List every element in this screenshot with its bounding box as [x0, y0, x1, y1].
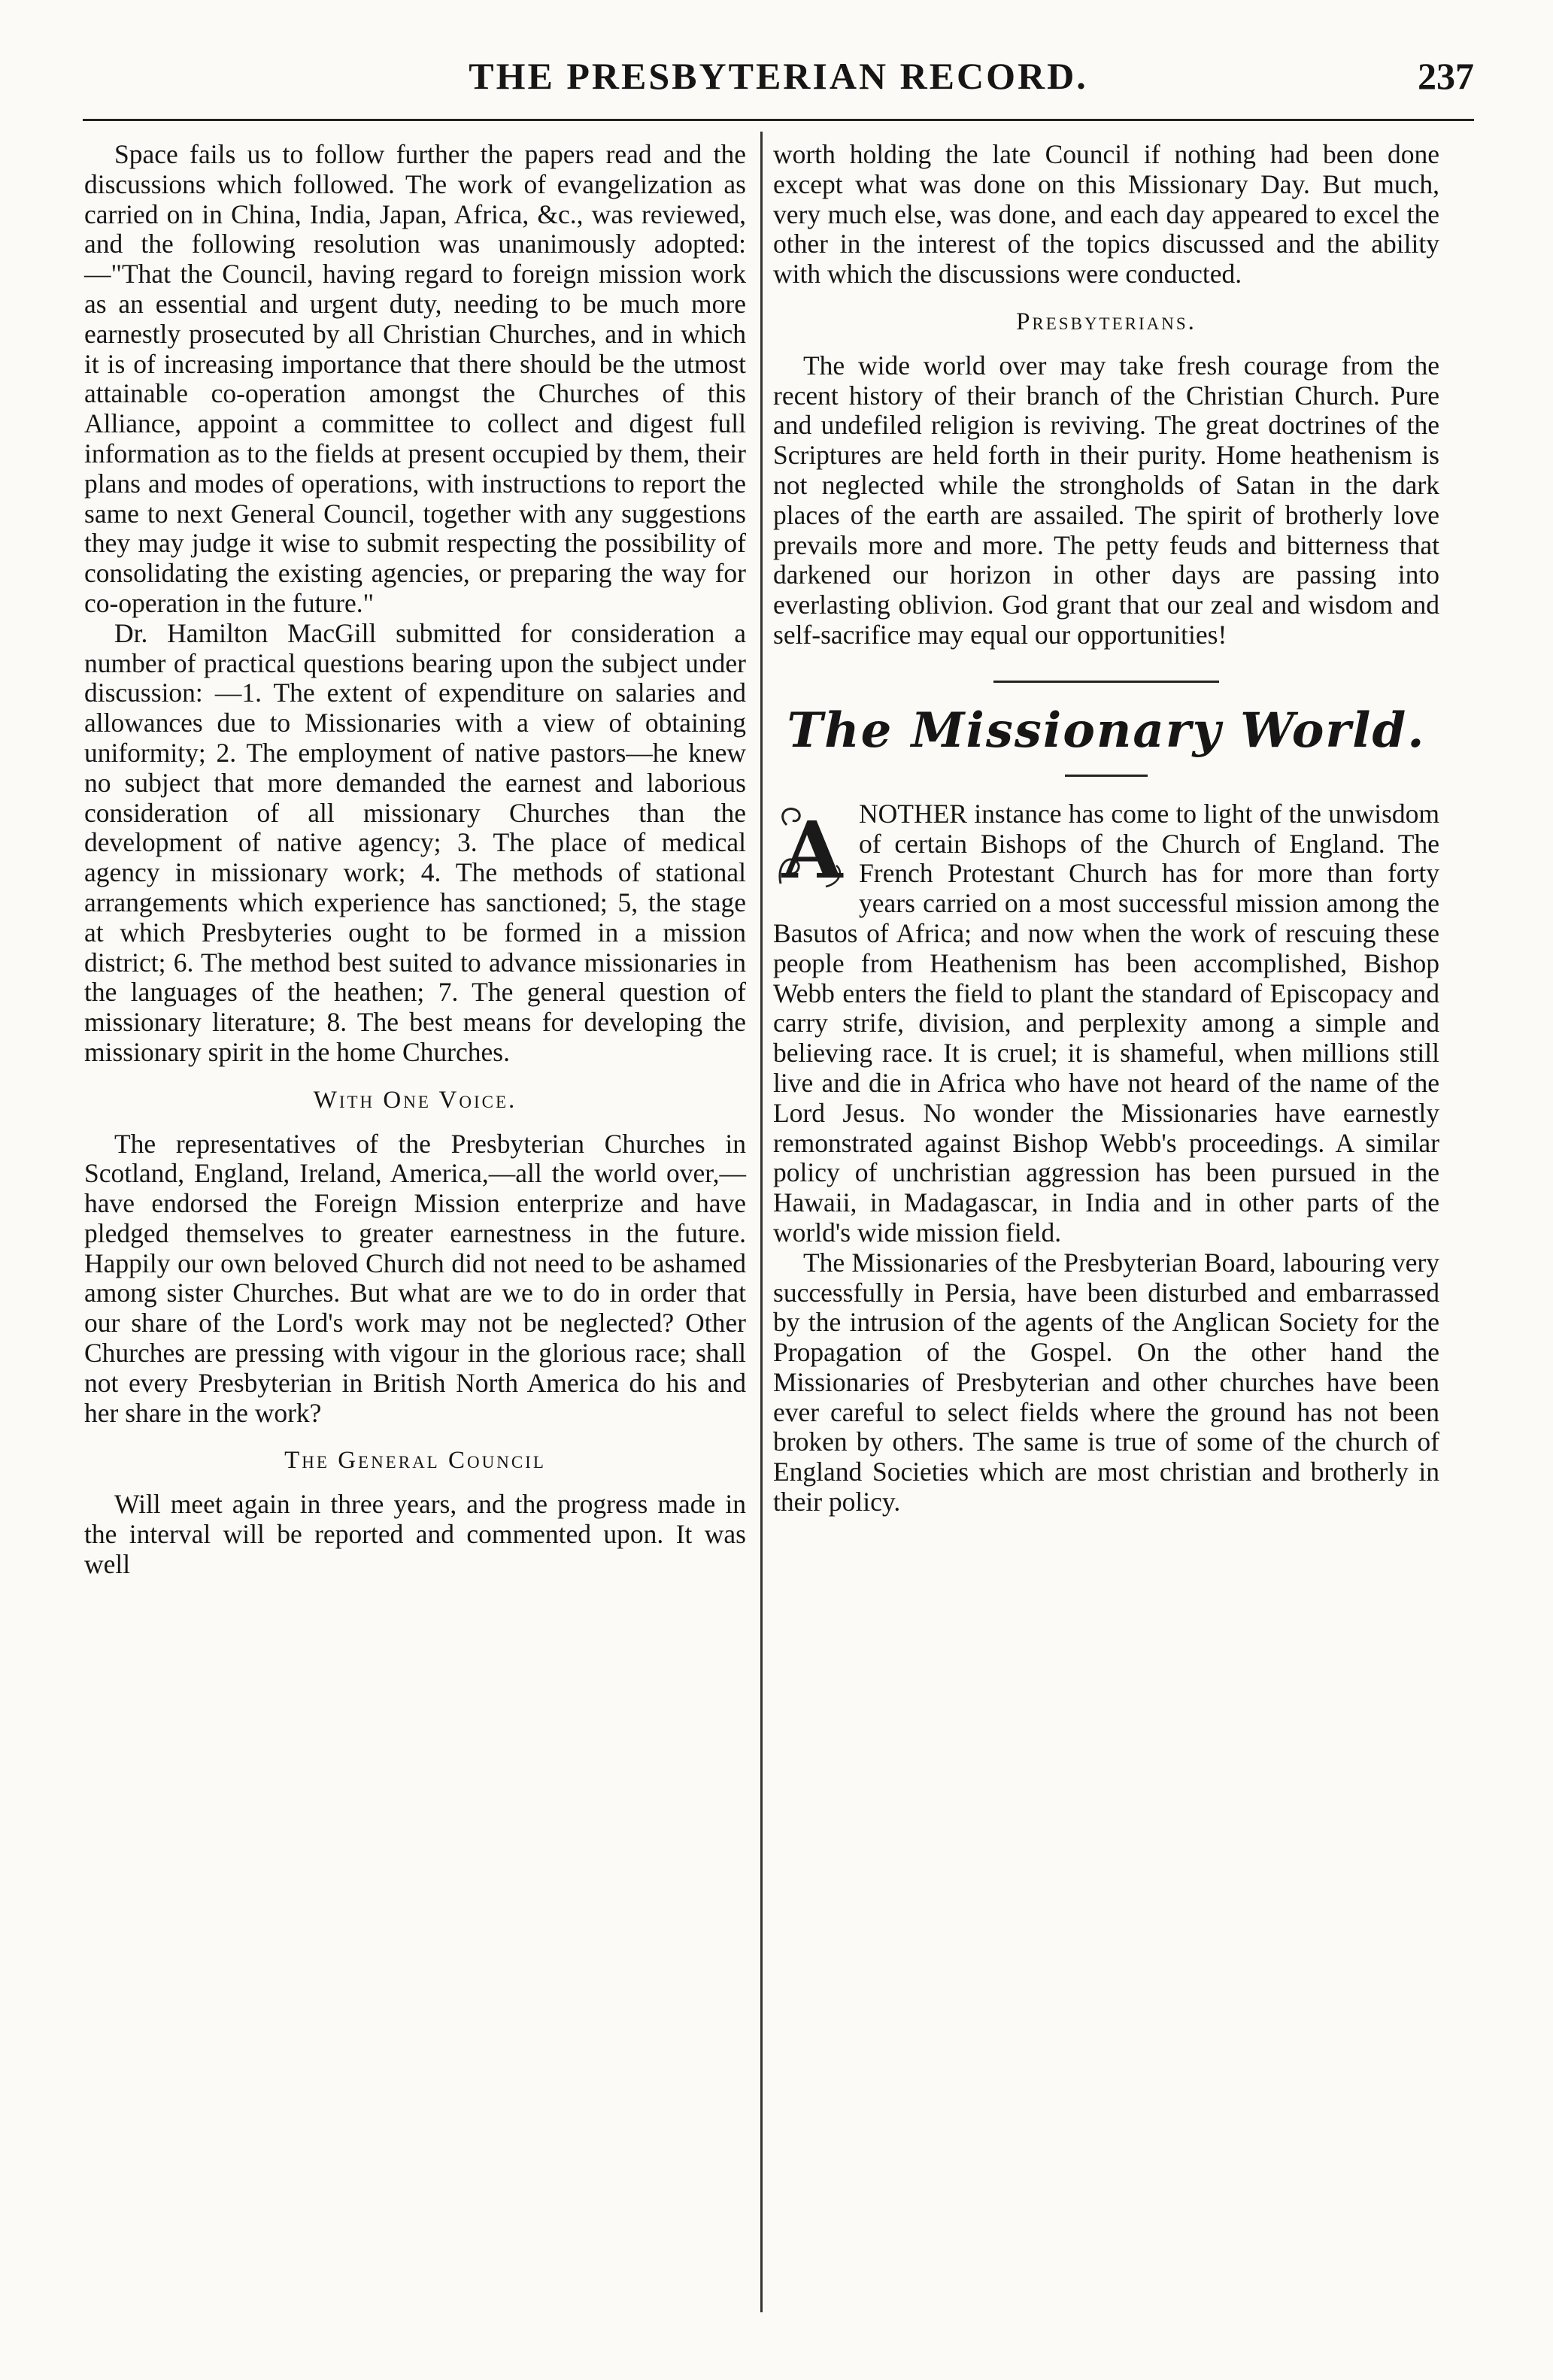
section-heading-missionary-world: The Missionary World. [787, 702, 1426, 759]
presbyterians-paragraph: The wide world over may take fresh courage from the recent history of their branch of the Christian Church. Pure and undefiled religion is reviving. The great doctrines of the Scriptures are held forth in their purity. Home heathenism is not neglected while the strongholds of Satan in the dark places of the earth are assailed. The spirit of brotherly love prevails more and more. The petty feuds and bitterness that darkened our horizon in other days are passing into everlasting oblivion. God grant that our zeal and wisdom and self-sacrifice may equal our opportunities! [773, 350, 1439, 650]
macgill-paragraph: Dr. Hamilton MacGill submitted for consideration a number of practical questions bearing upon the subject under discussion: —1. The extent of expenditure on salaries and allowances due to Missionaries with a view of obtaining uniformity; 2. The employment of native pastors—he knew no subject that more demanded the earnest and laborious consideration of all missionary Churches than the development of native agency; 3. The place of medical agency in missionary work; 4. The methods of stational arrangements which experience has sanctioned; 5, the stage at which Presbyteries ought to be formed in a mission district; 6. The method best suited to advance missionaries in the languages of the heathen; 7. The general question of missionary literature; 8. The best means for developing the missionary spirit in the home Churches. [84, 617, 746, 1067]
intro-paragraph: Space fails us to follow further the papers read and the discussions which followed. The work of evangelization as carried on in China, India, Japan, Africa, &c., was reviewed, and the following resolution was unanimously adopted:—"That the Council, having regard to foreign mission work as an essential and urgent duty, needing to be much more earnestly prosecuted by all Christian Churches, and in which it is of increasing importance that there should be the utmost attainable co-operation amongst the Churches of this Alliance, appoint a committee to collect and digest full information as to the fields at present occupied by them, their plans and modes of operations, with instructions to report the same to next General Council, together with any suggestions they may judge it wise to submit respecting the possibility of consolidating the existing agencies, or preparing the way for co-operation in the future." [84, 139, 746, 618]
section-rule-bottom [1065, 775, 1148, 777]
missionary-paragraph-1-text: NOTHER instance has come to light of the unwisdom of certain Bishops of the Church of England. The French Protestant Church has for more than forty years carried on a most successful mission among the Basutos of Africa; and now when the work of rescuing these people from Heathenism has been accomplished, Bishop Webb enters the field to plant the standard of Episcopacy and carry strife, division, and perplexity among a simple and believing race. It is cruel; it is shameful, when millions still live and die in Africa who have not heard of the name of the Lord Jesus. No wonder the Missionaries have earnestly remonstrated against Bishop Webb's proceedings. A similar policy of unchristian aggression has been pursued in the Hawaii, in Madagascar, in India and in other parts of the world's wide mission field. [773, 798, 1439, 1248]
column-divider [760, 132, 763, 2312]
continuation-paragraph: worth holding the late Council if nothing had been done except what was done on this Missionary Day. But much, very much else, was done, and each day appeared to excel the other in the interest of the topics discussed and the ability with which the discussions were conducted. [773, 139, 1439, 290]
ornamental-dropcap [773, 802, 848, 891]
subheading-general-council: The General Council [284, 1447, 546, 1475]
general-council-paragraph: Will meet again in three years, and the progress made in the interval will be reported and commented upon. It was well [84, 1489, 746, 1579]
left-column [84, 140, 746, 1580]
page-number: 237 [1418, 55, 1474, 97]
section-rule-top [993, 681, 1219, 683]
ornament-flourish-icon [773, 802, 848, 891]
header-rule [83, 119, 1474, 121]
right-column [773, 140, 1439, 1517]
subheading-presbyterians: Presbyterians. [1016, 308, 1197, 335]
missionary-paragraph-2: The Missionaries of the Presbyterian Board, labouring very successfully in Persia, have been disturbed and embarrassed by the intrusion of the agents of the Anglican Society for the Propagation of the Gospel. On the other hand the Missionaries of Presbyterian and other churches have been ever careful to select fields where the ground has not been broken by others. The same is true of some of the church of England Societies which are most christian and brotherly in their policy. [773, 1247, 1439, 1517]
missionary-paragraph-1 [773, 799, 1439, 1248]
subheading-one-voice: With One Voice. [313, 1086, 517, 1114]
dropcap-letter: A [781, 803, 843, 891]
journal-title: THE PRESBYTERIAN RECORD. [469, 55, 1088, 97]
one-voice-paragraph: The representatives of the Presbyterian Churches in Scotland, England, Ireland, America,—all the world over,—have endorsed the Foreign Mission enterprize and have pledged themselves to greater earnestness in the future. Happily our own beloved Church did not need to be ashamed among sister Churches. But what are we to do in order that our share of the Lord's work may not be neglected? Other Churches are pressing with vigour in the glorious race; shall not every Presbyterian in British North America do his and her share in the work? [84, 1128, 746, 1428]
running-head [83, 54, 1474, 107]
